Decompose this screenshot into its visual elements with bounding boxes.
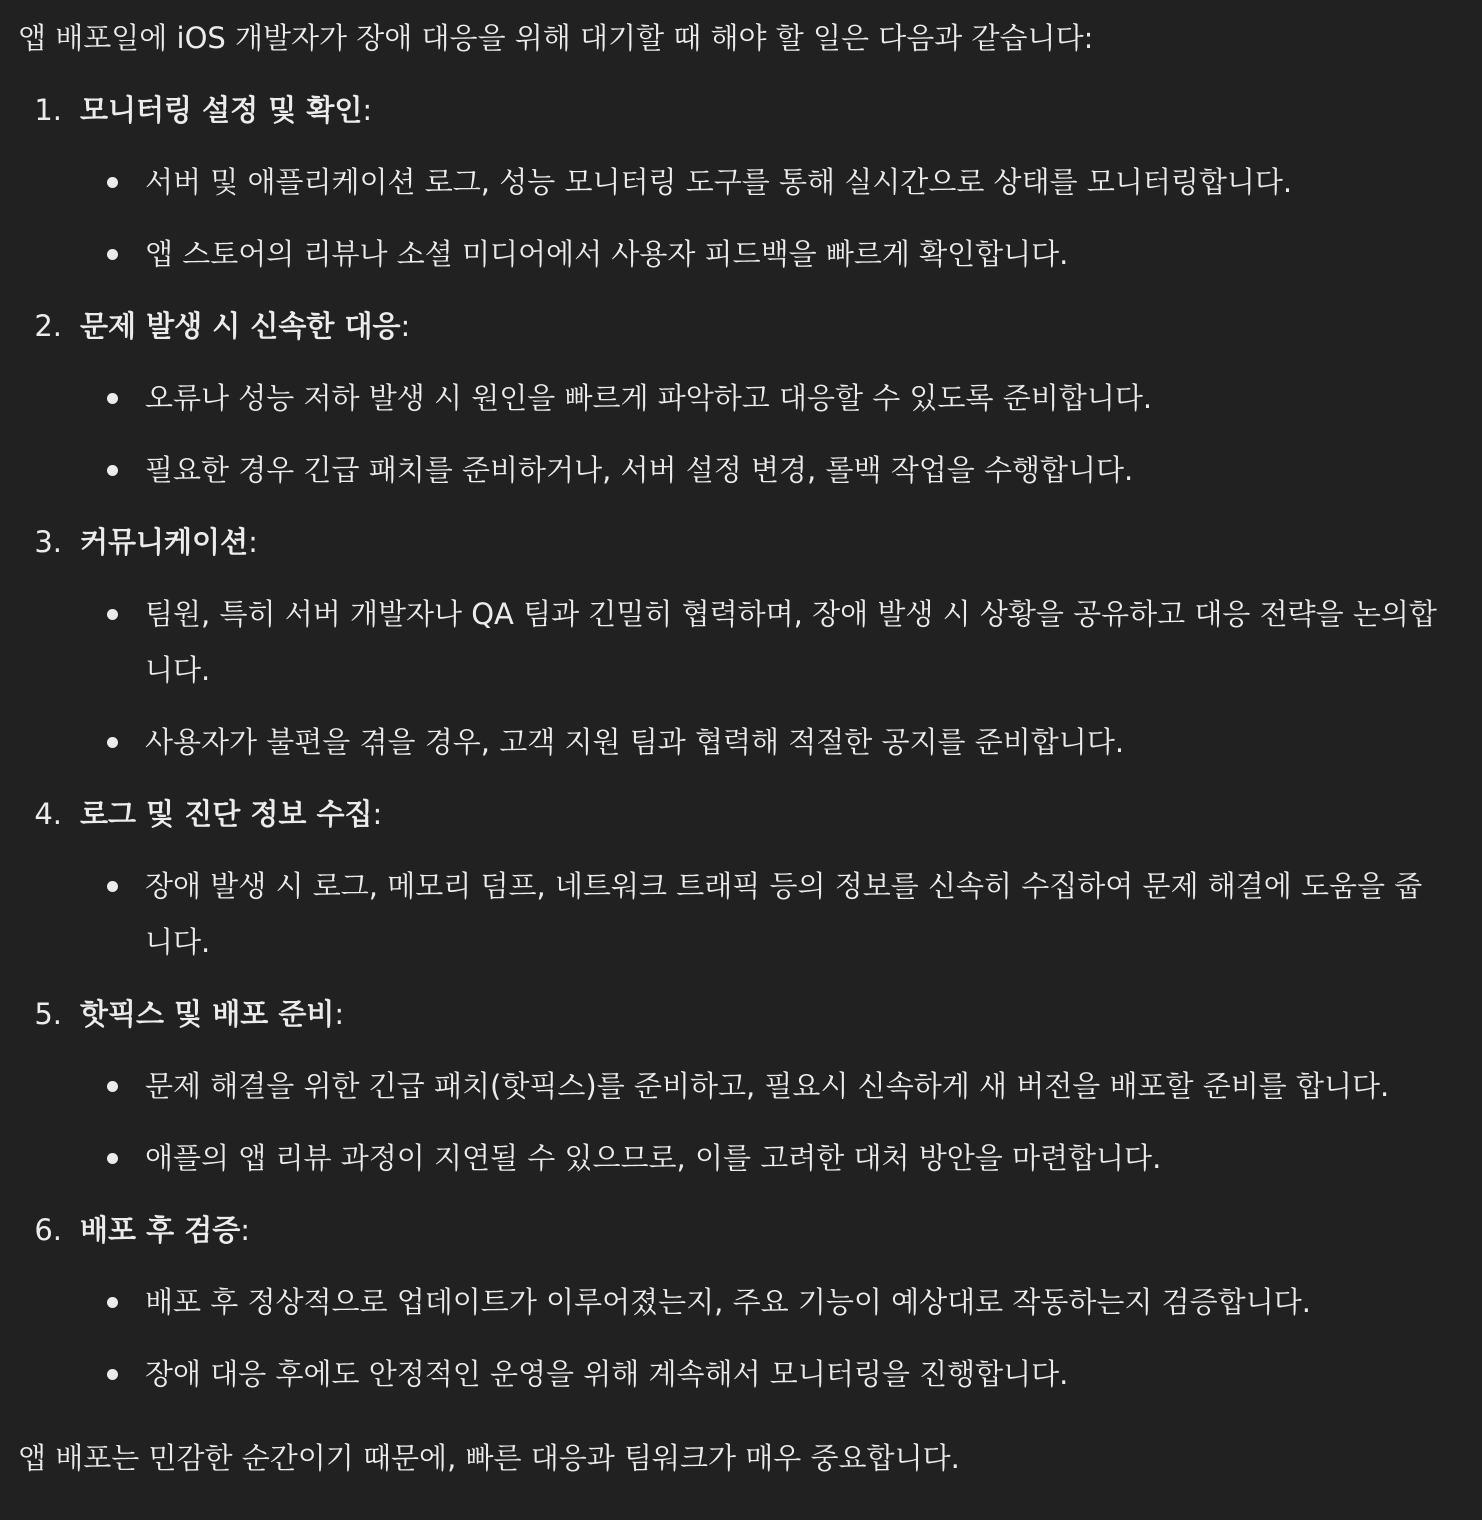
section-colon: :	[400, 309, 411, 343]
bullet-dot-icon	[107, 1153, 118, 1164]
section-title: 배포 후 검증	[80, 1213, 241, 1247]
bullet-item	[18, 1130, 1442, 1186]
section-title: 모니터링 설정 및 확인	[80, 93, 363, 127]
bullet-item	[18, 858, 1442, 970]
section-heading-text	[80, 986, 344, 1042]
bullet-marker	[18, 154, 145, 210]
section-colon: :	[240, 1213, 251, 1247]
bullet-marker	[18, 370, 145, 426]
bullet-item	[18, 442, 1442, 498]
bullet-text: 오류나 성능 저하 발생 시 원인을 빠르게 파악하고 대응할 수 있도록 준비합니다.	[145, 381, 1153, 415]
section-title: 핫픽스 및 배포 준비	[80, 997, 335, 1031]
bullet-dot-icon	[107, 1369, 118, 1380]
outro-text: 앱 배포는 민감한 순간이기 때문에, 빠른 대응과 팀워크가 매우 중요합니다.	[18, 1441, 960, 1475]
bullet-text: 사용자가 불편을 겪을 경우, 고객 지원 팀과 협력해 적절한 공지를 준비합니다.	[145, 725, 1125, 759]
bullet-dot-icon	[107, 737, 118, 748]
bullet-marker	[18, 714, 145, 770]
bullet-dot-icon	[107, 1297, 118, 1308]
section-number: 4.	[34, 797, 62, 831]
section-title: 커뮤니케이션	[80, 525, 249, 559]
bullet-dot-icon	[107, 465, 118, 476]
section-title: 로그 및 진단 정보 수집	[80, 797, 373, 831]
bullet-list	[18, 858, 1442, 970]
section-colon: :	[248, 525, 258, 559]
bullet-text: 필요한 경우 긴급 패치를 준비하거나, 서버 설정 변경, 롤백 작업을 수행합니다.	[145, 453, 1134, 487]
bullet-marker	[18, 1058, 145, 1114]
section-heading-text	[80, 298, 410, 354]
bullet-item	[18, 714, 1442, 770]
section-heading-text	[80, 514, 258, 570]
section-item	[18, 786, 1442, 970]
section-item	[18, 82, 1442, 282]
section-heading-text	[80, 82, 372, 138]
bullet-text: 애플의 앱 리뷰 과정이 지연될 수 있으므로, 이를 고려한 대처 방안을 마련합니다.	[145, 1141, 1162, 1175]
bullet-list	[18, 154, 1442, 282]
section-heading-text	[80, 786, 382, 842]
section-colon: :	[362, 93, 373, 127]
bullet-text: 장애 대응 후에도 안정적인 운영을 위해 계속해서 모니터링을 진행합니다.	[145, 1357, 1069, 1391]
section-heading	[18, 1202, 1442, 1258]
bullet-list	[18, 1274, 1442, 1402]
bullet-text: 배포 후 정상적으로 업데이트가 이루어졌는지, 주요 기능이 예상대로 작동하는지 검증합니다.	[145, 1285, 1311, 1319]
bullet-dot-icon	[107, 609, 118, 620]
bullet-text: 팀원, 특히 서버 개발자나 QA 팀과 긴밀히 협력하며, 장애 발생 시 상황을 공유하고 대응 전략을 논의합니다.	[145, 597, 1437, 687]
section-heading-text	[80, 1202, 250, 1258]
bullet-item	[18, 1058, 1442, 1114]
section-heading	[18, 298, 1442, 354]
bullet-list	[18, 1058, 1442, 1186]
bullet-marker	[18, 1274, 145, 1330]
bullet-item	[18, 226, 1442, 282]
bullet-item	[18, 1274, 1442, 1330]
bullet-item	[18, 154, 1442, 210]
bullet-dot-icon	[107, 177, 118, 188]
bullet-text: 앱 스토어의 리뷰나 소셜 미디어에서 사용자 피드백을 빠르게 확인합니다.	[145, 237, 1069, 271]
section-item	[18, 1202, 1442, 1402]
section-number: 1.	[34, 93, 62, 127]
bullet-list	[18, 586, 1442, 770]
section-item	[18, 298, 1442, 498]
section-item	[18, 514, 1442, 770]
section-heading	[18, 82, 1442, 138]
bullet-item	[18, 1346, 1442, 1402]
bullet-dot-icon	[107, 881, 118, 892]
bullet-marker	[18, 226, 145, 282]
bullet-item	[18, 586, 1442, 698]
section-heading	[18, 986, 1442, 1042]
section-number: 3.	[34, 525, 62, 559]
bullet-dot-icon	[107, 1081, 118, 1092]
bullet-marker	[18, 586, 145, 642]
bullet-text: 문제 해결을 위한 긴급 패치(핫픽스)를 준비하고, 필요시 신속하게 새 버전을 배포할 준비를 합니다.	[145, 1069, 1390, 1103]
bullet-item	[18, 370, 1442, 426]
bullet-dot-icon	[107, 249, 118, 260]
section-heading	[18, 514, 1442, 570]
bullet-marker	[18, 1346, 145, 1402]
section-list	[18, 82, 1442, 1402]
bullet-marker	[18, 1130, 145, 1186]
section-number: 5.	[34, 997, 62, 1031]
bullet-text: 서버 및 애플리케이션 로그, 성능 모니터링 도구를 통해 실시간으로 상태를 모니터링합니다.	[145, 165, 1293, 199]
section-heading	[18, 786, 1442, 842]
section-number: 2.	[34, 309, 62, 343]
bullet-dot-icon	[107, 393, 118, 404]
bullet-marker	[18, 858, 145, 914]
section-colon: :	[334, 997, 345, 1031]
bullet-marker	[18, 442, 145, 498]
intro-text: 앱 배포일에 iOS 개발자가 장애 대응을 위해 대기할 때 해야 할 일은 다음과 같습니다:	[18, 21, 1094, 55]
section-colon: :	[372, 797, 383, 831]
section-number: 6.	[34, 1213, 62, 1247]
section-item	[18, 986, 1442, 1186]
bullet-list	[18, 370, 1442, 498]
bullet-text: 장애 발생 시 로그, 메모리 덤프, 네트워크 트래픽 등의 정보를 신속히 수집하여 문제 해결에 도움을 줍니다.	[145, 869, 1423, 959]
section-title: 문제 발생 시 신속한 대응	[80, 309, 401, 343]
